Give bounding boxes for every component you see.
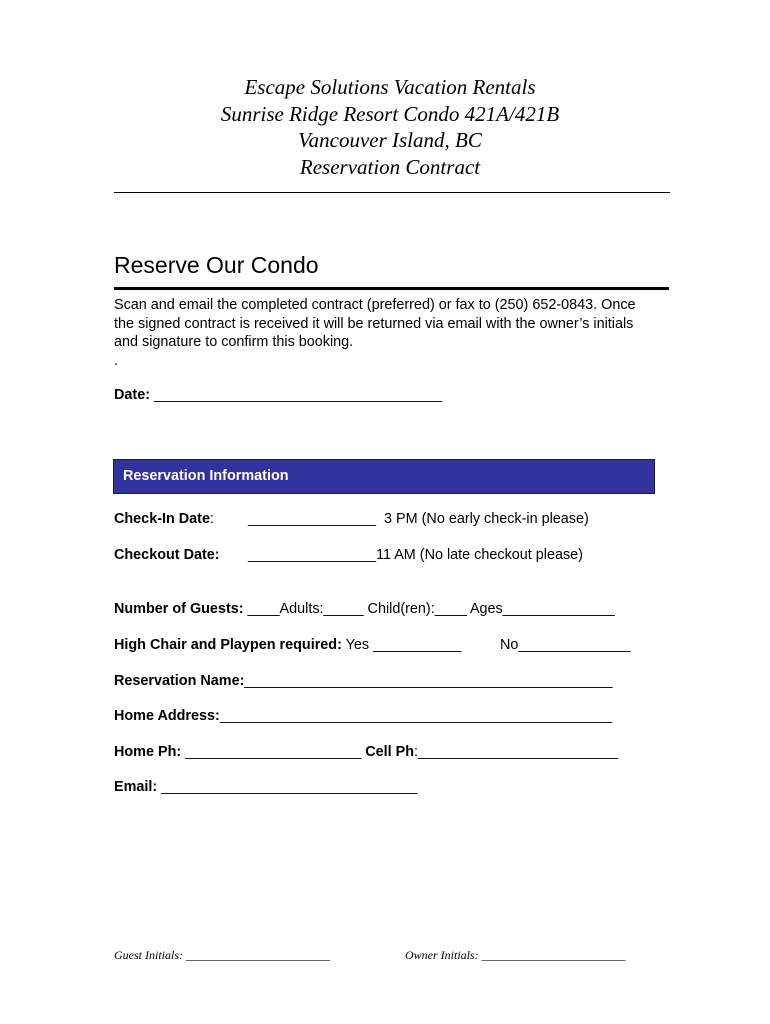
phone-row: [114, 744, 618, 760]
checkout-label: Checkout Date:: [114, 547, 220, 563]
checkin-note: 3 PM (No early check-in please): [376, 511, 589, 527]
document-title: Reservation Contract: [299, 154, 481, 179]
checkin-blank[interactable]: ________________: [248, 511, 377, 527]
location: Vancouver Island, BC: [298, 128, 482, 152]
intro-line: the signed contract is received it will be returned via email with the owner’s initials: [114, 315, 634, 332]
guests-row: [114, 601, 615, 617]
checkin-row: [114, 511, 214, 527]
checkout-blank[interactable]: ________________: [248, 547, 377, 563]
banner-title: Reservation Information: [123, 468, 289, 484]
email-row: [114, 779, 417, 795]
intro-line: Scan and email the completed contract (preferred) or fax to (250) 652-0843. Once: [114, 297, 636, 313]
date-row: [114, 387, 442, 403]
highchair-row: [114, 637, 461, 653]
checkin-value: [248, 511, 589, 527]
reservation-info-banner: [113, 459, 655, 494]
home-phone-blank[interactable]: ______________________: [181, 744, 366, 760]
guests-label: Number of Guests:: [114, 601, 244, 617]
checkout-note: 11 AM (No late checkout please): [376, 547, 583, 563]
reservation-name-blank[interactable]: ______________________________________________: [244, 673, 613, 689]
reservation-name-row: [114, 673, 613, 689]
section-divider: [114, 287, 669, 290]
intro-line: and signature to confirm this booking.: [114, 334, 354, 350]
company-name: Escape Solutions Vacation Rentals: [244, 75, 536, 99]
document-header: [0, 74, 770, 180]
highchair-yes[interactable]: Yes ___________: [341, 637, 462, 653]
owner-initials[interactable]: Owner Initials: ________________________: [405, 948, 626, 962]
checkout-value: [248, 547, 583, 563]
intro-paragraph: [114, 296, 674, 370]
home-address-label: Home Address:: [114, 708, 220, 724]
reservation-name-label: Reservation Name:: [114, 673, 245, 689]
guests-blanks[interactable]: ____Adults:_____ Child(ren):____ Ages______________: [243, 601, 615, 617]
home-address-row: [114, 708, 612, 724]
home-phone-label: Home Ph:: [114, 744, 182, 760]
email-blank[interactable]: ________________________________: [157, 779, 418, 795]
property-name: Sunrise Ridge Resort Condo 421A/421B: [220, 101, 560, 126]
date-label: Date:: [114, 387, 150, 403]
date-blank[interactable]: ____________________________________: [149, 387, 443, 403]
checkin-colon: :: [209, 511, 214, 527]
cell-phone-blank[interactable]: :_________________________: [414, 744, 619, 760]
email-label: Email:: [114, 779, 158, 795]
header-divider: [114, 192, 670, 193]
cell-phone-label: Cell Ph: [365, 744, 415, 760]
home-address-blank[interactable]: _________________________________________________: [219, 708, 612, 724]
checkout-row: [114, 547, 220, 563]
highchair-label: High Chair and Playpen required:: [114, 637, 342, 653]
highchair-no[interactable]: No______________: [500, 637, 631, 653]
guest-initials[interactable]: Guest Initials: ________________________: [114, 948, 330, 962]
checkin-label: Check-In Date: [114, 511, 210, 527]
section-title: Reserve Our Condo: [114, 252, 319, 278]
intro-line: .: [114, 352, 118, 369]
